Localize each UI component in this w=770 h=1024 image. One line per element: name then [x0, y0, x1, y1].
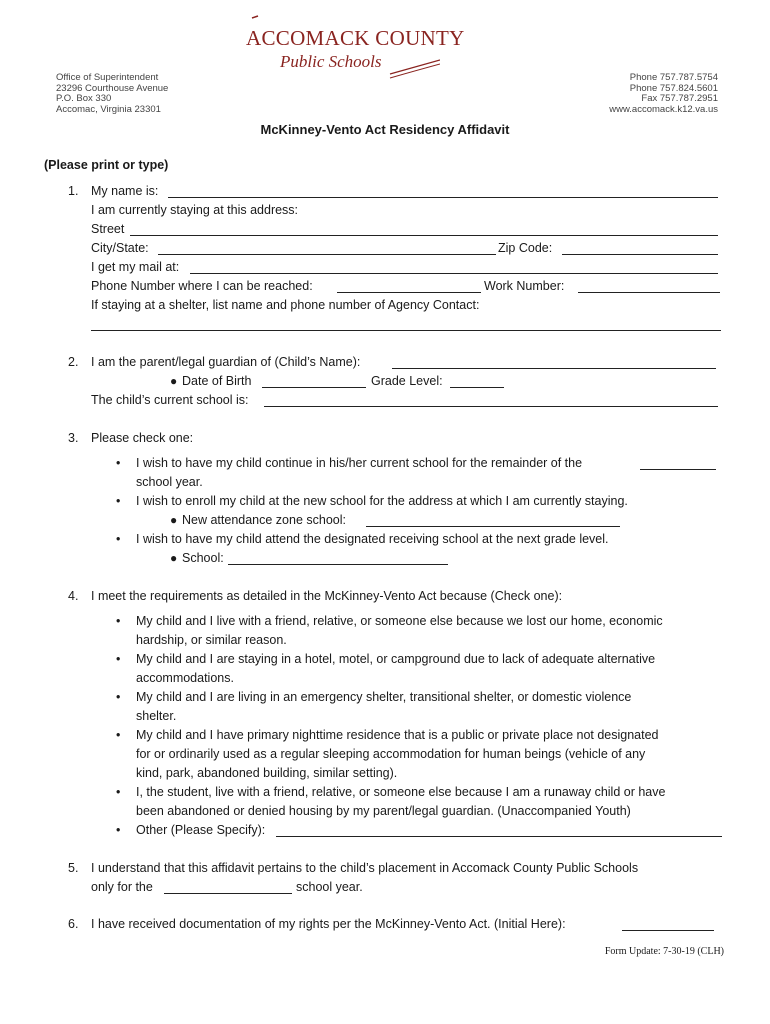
reason-nighttime-cont: kind, park, abandoned building, similar setting).	[136, 766, 398, 780]
section-number: 6.	[68, 917, 79, 931]
zip-label: Zip Code:	[498, 241, 553, 255]
school-year-field[interactable]	[640, 469, 716, 470]
section-number: 5.	[68, 861, 79, 875]
option-enroll-new-school: I wish to enroll my child at the new school for the address at which I am currently staying.	[136, 494, 628, 508]
option-continue-school: I wish to have my child continue in his/her current school for the remainder of the	[136, 456, 583, 470]
section-number: 2.	[68, 355, 79, 369]
address-line: Office of Superintendent	[56, 72, 159, 83]
bullet-icon[interactable]: •	[116, 456, 121, 470]
bullet-icon[interactable]: •	[116, 652, 121, 666]
page-title: McKinney-Vento Act Residency Affidavit	[260, 122, 510, 137]
reason-nighttime: My child and I have primary nighttime residence that is a public or private place not designated	[136, 728, 659, 742]
reason-lost-home: My child and I live with a friend, relative, or someone else because we lost our home, economic	[136, 614, 663, 628]
affidavit-year-field[interactable]	[164, 893, 292, 894]
shelter-label: If staying at a shelter, list name and phone number of Agency Contact:	[91, 298, 480, 312]
district-logo	[240, 12, 465, 84]
reason-hotel: My child and I are staying in a hotel, motel, or campground due to lack of adequate alternative	[136, 652, 656, 666]
logo-subtitle: Public Schools	[280, 52, 382, 71]
dot-icon: ●	[170, 374, 178, 388]
office-contact	[609, 73, 718, 115]
reason-shelter-cont: shelter.	[136, 709, 177, 723]
office-address	[56, 73, 168, 115]
bullet-icon[interactable]: •	[116, 690, 121, 704]
bullet-icon[interactable]: •	[116, 614, 121, 628]
dot-icon: ●	[170, 513, 178, 527]
contact-line: Fax 757.787.2951	[641, 93, 718, 104]
instruction: (Please print or type)	[44, 158, 169, 172]
initial-field[interactable]	[622, 930, 714, 931]
bullet-icon[interactable]: •	[116, 532, 121, 546]
rights-statement: I have received documentation of my rights per the McKinney-Vento Act. (Initial Here):	[91, 917, 566, 931]
form-update-note: Form Update: 7-30-19 (CLH)	[604, 946, 724, 957]
reason-shelter: My child and I are living in an emergency shelter, transitional shelter, or domestic violence	[136, 690, 632, 704]
bullet-icon[interactable]: •	[116, 728, 121, 742]
street-label: Street	[91, 222, 125, 236]
contact-line: www.accomack.k12.va.us	[609, 103, 718, 115]
bullet-icon[interactable]: •	[116, 494, 121, 508]
reason-unaccompanied-cont: been abandoned or denied housing by my parent/legal guardian. (Unaccompanied Youth)	[136, 804, 631, 818]
dob-field[interactable]	[262, 387, 366, 388]
section-number: 1.	[68, 184, 79, 198]
logo-title: ACCOMACK COUNTY	[246, 26, 465, 50]
contact-line: Phone 757.824.5601	[629, 82, 718, 94]
child-name-field[interactable]	[392, 368, 716, 369]
address-line: 23296 Courthouse Avenue	[56, 82, 169, 94]
name-field[interactable]	[168, 197, 718, 198]
city-field[interactable]	[158, 254, 496, 255]
grade-label: Grade Level:	[371, 374, 443, 388]
street-field[interactable]	[130, 235, 718, 236]
current-school-field[interactable]	[264, 406, 718, 407]
reason-unaccompanied: I, the student, live with a friend, relative, or someone else because I am a runaway child or have	[136, 785, 666, 799]
understand-statement: I understand that this affidavit pertains to the child’s placement in Accomack County Public Schools	[91, 861, 639, 875]
school-label: School:	[182, 551, 224, 565]
reason-other-label: Other (Please Specify):	[136, 823, 266, 837]
zip-field[interactable]	[562, 254, 718, 255]
child-name-label: I am the parent/legal guardian of (Child’s Name):	[91, 355, 361, 369]
school-year-suffix: school year.	[296, 880, 363, 894]
option-receiving-school: I wish to have my child attend the designated receiving school at the next grade level.	[136, 532, 609, 546]
address-label: I am currently staying at this address:	[91, 203, 299, 217]
reason-hotel-cont: accommodations.	[136, 671, 234, 685]
option-continue-school-cont: school year.	[136, 475, 203, 489]
receiving-school-field[interactable]	[228, 564, 448, 565]
check-one-heading: Please check one:	[91, 431, 194, 445]
address-line: Accomac, Virginia 23301	[56, 103, 161, 115]
name-label: My name is:	[91, 184, 159, 198]
section-number: 3.	[68, 431, 79, 445]
dob-label: Date of Birth	[182, 374, 252, 388]
zone-school-label: New attendance zone school:	[182, 513, 346, 527]
bullet-icon[interactable]: •	[116, 785, 121, 799]
mail-field[interactable]	[190, 273, 718, 274]
phone-field[interactable]	[337, 292, 481, 293]
shelter-contact-field[interactable]	[91, 330, 721, 331]
section-number: 4.	[68, 589, 79, 603]
other-reason-field[interactable]	[276, 836, 722, 837]
mail-label: I get my mail at:	[91, 260, 180, 274]
reason-lost-home-cont: hardship, or similar reason.	[136, 633, 287, 647]
address-line: P.O. Box 330	[56, 93, 112, 104]
zone-school-field[interactable]	[366, 526, 620, 527]
grade-field[interactable]	[450, 387, 504, 388]
school-year-label: only for the	[91, 880, 153, 894]
reason-nighttime-cont: for or ordinarily used as a regular sleeping accommodation for human beings (vehicle of any	[136, 747, 646, 761]
dot-icon: ●	[170, 551, 178, 565]
work-label: Work Number:	[484, 279, 565, 293]
work-phone-field[interactable]	[578, 292, 720, 293]
current-school-label: The child’s current school is:	[91, 393, 249, 407]
city-label: City/State:	[91, 241, 149, 255]
phone-label: Phone Number where I can be reached:	[91, 279, 313, 293]
bullet-icon[interactable]: •	[116, 823, 121, 837]
contact-line: Phone 757.787.5754	[629, 72, 718, 83]
requirements-heading: I meet the requirements as detailed in the McKinney-Vento Act because (Check one):	[91, 589, 563, 603]
